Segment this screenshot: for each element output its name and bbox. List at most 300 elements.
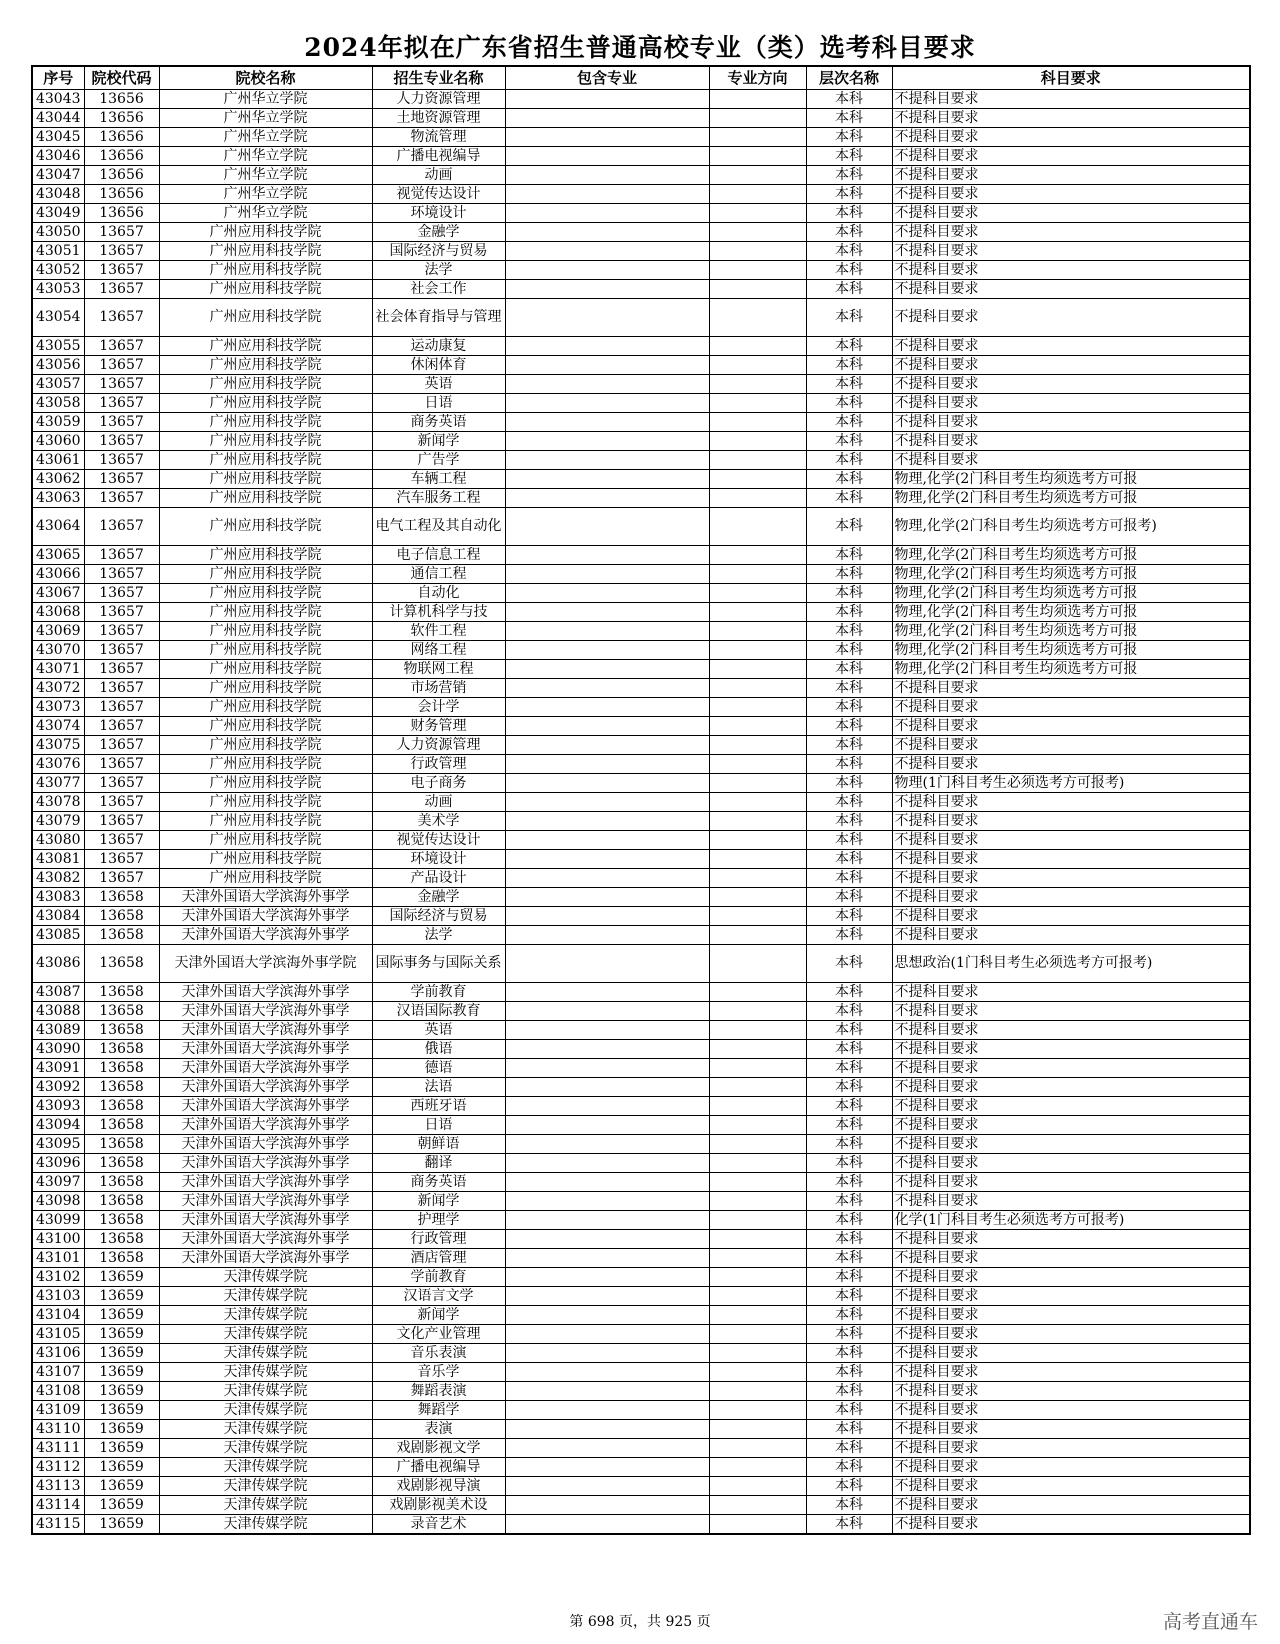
cell-major-direction — [709, 375, 806, 394]
cell-subject-req: 不提科目要求 — [892, 1306, 1250, 1325]
cell-major-name: 广告学 — [372, 451, 505, 470]
cell-major-name: 护理学 — [372, 1211, 505, 1230]
table-row — [32, 1439, 1250, 1458]
cell-seq: 43050 — [32, 223, 84, 242]
cell-seq: 43111 — [32, 1439, 84, 1458]
cell-major-name: 金融学 — [372, 223, 505, 242]
cell-seq: 43052 — [32, 261, 84, 280]
cell-included-majors — [505, 1496, 709, 1515]
cell-school-code: 13659 — [84, 1401, 159, 1420]
cell-level: 本科 — [806, 926, 892, 945]
cell-level: 本科 — [806, 660, 892, 679]
cell-seq: 43106 — [32, 1344, 84, 1363]
cell-school-name: 天津传媒学院 — [159, 1515, 372, 1535]
cell-major-direction — [709, 128, 806, 147]
cell-major-direction — [709, 850, 806, 869]
cell-school-code: 13658 — [84, 1021, 159, 1040]
cell-school-code: 13657 — [84, 337, 159, 356]
cell-level: 本科 — [806, 1116, 892, 1135]
cell-subject-req: 不提科目要求 — [892, 926, 1250, 945]
cell-level: 本科 — [806, 1458, 892, 1477]
cell-school-name: 广州应用科技学院 — [159, 812, 372, 831]
col-header-subject-req: 科目要求 — [892, 66, 1250, 90]
cell-subject-req: 不提科目要求 — [892, 1021, 1250, 1040]
cell-seq: 43070 — [32, 641, 84, 660]
cell-major-direction — [709, 147, 806, 166]
cell-seq: 43109 — [32, 1401, 84, 1420]
table-row — [32, 1496, 1250, 1515]
cell-major-name: 会计学 — [372, 698, 505, 717]
cell-major-direction — [709, 793, 806, 812]
cell-school-name: 广州应用科技学院 — [159, 698, 372, 717]
cell-major-name: 休闲体育 — [372, 356, 505, 375]
cell-level: 本科 — [806, 736, 892, 755]
cell-level: 本科 — [806, 1439, 892, 1458]
table-row — [32, 1420, 1250, 1439]
cell-major-direction — [709, 337, 806, 356]
cell-major-name: 行政管理 — [372, 1230, 505, 1249]
cell-seq: 43104 — [32, 1306, 84, 1325]
cell-level: 本科 — [806, 907, 892, 926]
cell-school-code: 13656 — [84, 166, 159, 185]
table-row — [32, 1249, 1250, 1268]
cell-major-name: 广播电视编导 — [372, 1458, 505, 1477]
cell-level: 本科 — [806, 1154, 892, 1173]
cell-school-code: 13656 — [84, 147, 159, 166]
cell-school-name: 广州华立学院 — [159, 128, 372, 147]
table-row — [32, 185, 1250, 204]
cell-school-name: 广州华立学院 — [159, 90, 372, 109]
table-row — [32, 603, 1250, 622]
table-row — [32, 1458, 1250, 1477]
cell-major-name: 电子商务 — [372, 774, 505, 793]
cell-school-name: 天津外国语大学滨海外事学 — [159, 926, 372, 945]
cell-major-name: 英语 — [372, 375, 505, 394]
cell-level: 本科 — [806, 1382, 892, 1401]
cell-seq: 43046 — [32, 147, 84, 166]
cell-major-name: 运动康复 — [372, 337, 505, 356]
cell-seq: 43114 — [32, 1496, 84, 1515]
cell-major-direction — [709, 1211, 806, 1230]
cell-level: 本科 — [806, 1135, 892, 1154]
cell-major-name: 舞蹈表演 — [372, 1382, 505, 1401]
cell-included-majors — [505, 489, 709, 508]
cell-included-majors — [505, 1344, 709, 1363]
cell-included-majors — [505, 641, 709, 660]
cell-included-majors — [505, 147, 709, 166]
cell-major-direction — [709, 109, 806, 128]
cell-major-direction — [709, 1116, 806, 1135]
cell-level: 本科 — [806, 1173, 892, 1192]
cell-level: 本科 — [806, 508, 892, 546]
cell-major-direction — [709, 1154, 806, 1173]
cell-seq: 43048 — [32, 185, 84, 204]
cell-school-code: 13658 — [84, 1249, 159, 1268]
cell-major-direction — [709, 1192, 806, 1211]
table-row — [32, 223, 1250, 242]
cell-subject-req: 物理,化学(2门科目考生均须选考方可报 — [892, 565, 1250, 584]
cell-major-name: 戏剧影视导演 — [372, 1477, 505, 1496]
table-row — [32, 850, 1250, 869]
cell-school-code: 13657 — [84, 470, 159, 489]
table-row — [32, 717, 1250, 736]
table-row — [32, 1021, 1250, 1040]
cell-major-name: 人力资源管理 — [372, 90, 505, 109]
cell-school-code: 13658 — [84, 1135, 159, 1154]
cell-school-name: 广州应用科技学院 — [159, 736, 372, 755]
cell-subject-req: 物理,化学(2门科目考生均须选考方可报考) — [892, 508, 1250, 546]
cell-subject-req: 不提科目要求 — [892, 1078, 1250, 1097]
cell-school-name: 广州应用科技学院 — [159, 356, 372, 375]
cell-school-name: 天津外国语大学滨海外事学 — [159, 1078, 372, 1097]
table-row — [32, 1135, 1250, 1154]
cell-major-name: 车辆工程 — [372, 470, 505, 489]
cell-major-direction — [709, 242, 806, 261]
cell-school-code: 13657 — [84, 679, 159, 698]
cell-subject-req: 不提科目要求 — [892, 1325, 1250, 1344]
cell-subject-req: 物理,化学(2门科目考生均须选考方可报 — [892, 641, 1250, 660]
cell-level: 本科 — [806, 812, 892, 831]
cell-level: 本科 — [806, 1230, 892, 1249]
cell-school-code: 13658 — [84, 1230, 159, 1249]
cell-level: 本科 — [806, 603, 892, 622]
cell-included-majors — [505, 1211, 709, 1230]
cell-school-name: 广州华立学院 — [159, 166, 372, 185]
cell-school-code: 13658 — [84, 1192, 159, 1211]
cell-school-name: 广州应用科技学院 — [159, 223, 372, 242]
cell-included-majors — [505, 280, 709, 299]
cell-included-majors — [505, 451, 709, 470]
cell-included-majors — [505, 1021, 709, 1040]
cell-school-name: 广州应用科技学院 — [159, 869, 372, 888]
cell-subject-req: 思想政治(1门科目考生必须选考方可报考) — [892, 945, 1250, 983]
cell-subject-req: 不提科目要求 — [892, 1154, 1250, 1173]
cell-school-code: 13659 — [84, 1477, 159, 1496]
cell-subject-req: 不提科目要求 — [892, 451, 1250, 470]
cell-school-name: 广州应用科技学院 — [159, 451, 372, 470]
cell-included-majors — [505, 1249, 709, 1268]
cell-subject-req: 不提科目要求 — [892, 850, 1250, 869]
cell-level: 本科 — [806, 1059, 892, 1078]
cell-school-name: 广州华立学院 — [159, 109, 372, 128]
cell-school-code: 13657 — [84, 451, 159, 470]
cell-school-name: 天津外国语大学滨海外事学 — [159, 1135, 372, 1154]
cell-major-direction — [709, 641, 806, 660]
cell-major-name: 音乐学 — [372, 1363, 505, 1382]
cell-subject-req: 不提科目要求 — [892, 1002, 1250, 1021]
cell-school-code: 13657 — [84, 261, 159, 280]
cell-school-code: 13657 — [84, 660, 159, 679]
cell-level: 本科 — [806, 1021, 892, 1040]
cell-level: 本科 — [806, 831, 892, 850]
cell-major-direction — [709, 1173, 806, 1192]
cell-major-name: 日语 — [372, 394, 505, 413]
cell-major-name: 物联网工程 — [372, 660, 505, 679]
cell-school-code: 13657 — [84, 698, 159, 717]
table-row — [32, 888, 1250, 907]
cell-major-direction — [709, 413, 806, 432]
table-row — [32, 432, 1250, 451]
cell-level: 本科 — [806, 166, 892, 185]
cell-major-direction — [709, 394, 806, 413]
cell-included-majors — [505, 1040, 709, 1059]
cell-subject-req: 物理,化学(2门科目考生均须选考方可报 — [892, 603, 1250, 622]
table-row — [32, 584, 1250, 603]
cell-school-code: 13657 — [84, 356, 159, 375]
cell-major-direction — [709, 90, 806, 109]
cell-major-name: 环境设计 — [372, 850, 505, 869]
cell-major-name: 新闻学 — [372, 1192, 505, 1211]
cell-major-name: 学前教育 — [372, 983, 505, 1002]
cell-included-majors — [505, 242, 709, 261]
cell-subject-req: 不提科目要求 — [892, 736, 1250, 755]
cell-school-name: 广州华立学院 — [159, 185, 372, 204]
cell-school-name: 广州应用科技学院 — [159, 850, 372, 869]
cell-school-name: 天津传媒学院 — [159, 1458, 372, 1477]
cell-major-name: 法学 — [372, 261, 505, 280]
table-row — [32, 1477, 1250, 1496]
cell-seq: 43107 — [32, 1363, 84, 1382]
cell-included-majors — [505, 755, 709, 774]
cell-included-majors — [505, 356, 709, 375]
cell-level: 本科 — [806, 1496, 892, 1515]
cell-major-direction — [709, 1059, 806, 1078]
cell-school-code: 13658 — [84, 1173, 159, 1192]
cell-major-name: 动画 — [372, 793, 505, 812]
cell-school-code: 13657 — [84, 394, 159, 413]
cell-subject-req: 不提科目要求 — [892, 223, 1250, 242]
cell-included-majors — [505, 831, 709, 850]
cell-level: 本科 — [806, 299, 892, 337]
cell-subject-req: 物理,化学(2门科目考生均须选考方可报 — [892, 489, 1250, 508]
cell-subject-req: 不提科目要求 — [892, 1059, 1250, 1078]
table-row — [32, 1173, 1250, 1192]
cell-school-name: 天津外国语大学滨海外事学 — [159, 1230, 372, 1249]
cell-school-name: 广州应用科技学院 — [159, 717, 372, 736]
cell-school-code: 13657 — [84, 565, 159, 584]
cell-school-name: 广州应用科技学院 — [159, 793, 372, 812]
cell-level: 本科 — [806, 622, 892, 641]
cell-major-direction — [709, 869, 806, 888]
cell-included-majors — [505, 1515, 709, 1535]
cell-school-name: 广州应用科技学院 — [159, 337, 372, 356]
cell-subject-req: 不提科目要求 — [892, 1458, 1250, 1477]
cell-included-majors — [505, 1477, 709, 1496]
cell-subject-req: 不提科目要求 — [892, 413, 1250, 432]
cell-major-direction — [709, 945, 806, 983]
cell-school-name: 天津外国语大学滨海外事学 — [159, 1097, 372, 1116]
cell-school-code: 13659 — [84, 1306, 159, 1325]
cell-major-direction — [709, 1097, 806, 1116]
cell-included-majors — [505, 850, 709, 869]
cell-school-code: 13656 — [84, 128, 159, 147]
cell-seq: 43049 — [32, 204, 84, 223]
cell-included-majors — [505, 1097, 709, 1116]
cell-subject-req: 不提科目要求 — [892, 1249, 1250, 1268]
table-row — [32, 793, 1250, 812]
cell-level: 本科 — [806, 1420, 892, 1439]
cell-major-name: 学前教育 — [372, 1268, 505, 1287]
cell-major-name: 表演 — [372, 1420, 505, 1439]
cell-subject-req: 不提科目要求 — [892, 242, 1250, 261]
cell-school-name: 天津传媒学院 — [159, 1496, 372, 1515]
cell-school-code: 13657 — [84, 280, 159, 299]
cell-major-name: 金融学 — [372, 888, 505, 907]
cell-school-name: 天津外国语大学滨海外事学 — [159, 1040, 372, 1059]
cell-level: 本科 — [806, 565, 892, 584]
cell-school-name: 天津传媒学院 — [159, 1439, 372, 1458]
cell-level: 本科 — [806, 1192, 892, 1211]
cell-major-direction — [709, 1439, 806, 1458]
cell-major-name: 日语 — [372, 1116, 505, 1135]
cell-major-direction — [709, 679, 806, 698]
cell-included-majors — [505, 983, 709, 1002]
cell-school-name: 广州应用科技学院 — [159, 831, 372, 850]
cell-level: 本科 — [806, 1515, 892, 1535]
cell-seq: 43083 — [32, 888, 84, 907]
cell-school-code: 13657 — [84, 812, 159, 831]
cell-subject-req: 不提科目要求 — [892, 1230, 1250, 1249]
cell-level: 本科 — [806, 1344, 892, 1363]
cell-seq: 43096 — [32, 1154, 84, 1173]
cell-included-majors — [505, 812, 709, 831]
table-row — [32, 204, 1250, 223]
cell-subject-req: 不提科目要求 — [892, 831, 1250, 850]
cell-seq: 43062 — [32, 470, 84, 489]
cell-major-direction — [709, 1515, 806, 1535]
cell-level: 本科 — [806, 584, 892, 603]
cell-level: 本科 — [806, 90, 892, 109]
cell-level: 本科 — [806, 204, 892, 223]
cell-subject-req: 不提科目要求 — [892, 432, 1250, 451]
cell-major-direction — [709, 451, 806, 470]
cell-seq: 43079 — [32, 812, 84, 831]
cell-level: 本科 — [806, 1211, 892, 1230]
table-row — [32, 337, 1250, 356]
cell-level: 本科 — [806, 223, 892, 242]
cell-seq: 43054 — [32, 299, 84, 337]
cell-subject-req: 不提科目要求 — [892, 337, 1250, 356]
cell-school-name: 广州应用科技学院 — [159, 299, 372, 337]
cell-major-direction — [709, 1287, 806, 1306]
cell-school-code: 13658 — [84, 1116, 159, 1135]
cell-subject-req: 不提科目要求 — [892, 1477, 1250, 1496]
cell-seq: 43088 — [32, 1002, 84, 1021]
cell-level: 本科 — [806, 451, 892, 470]
cell-major-direction — [709, 1496, 806, 1515]
cell-seq: 43087 — [32, 983, 84, 1002]
cell-level: 本科 — [806, 356, 892, 375]
col-header-level: 层次名称 — [806, 66, 892, 90]
cell-included-majors — [505, 1363, 709, 1382]
cell-school-code: 13657 — [84, 793, 159, 812]
table-row — [32, 1059, 1250, 1078]
table-row — [32, 869, 1250, 888]
cell-seq: 43110 — [32, 1420, 84, 1439]
cell-school-code: 13658 — [84, 907, 159, 926]
table-body — [32, 90, 1250, 1535]
cell-school-name: 广州应用科技学院 — [159, 755, 372, 774]
table-row — [32, 451, 1250, 470]
cell-level: 本科 — [806, 489, 892, 508]
cell-major-name: 人力资源管理 — [372, 736, 505, 755]
cell-included-majors — [505, 1382, 709, 1401]
cell-major-direction — [709, 831, 806, 850]
cell-subject-req: 不提科目要求 — [892, 1287, 1250, 1306]
table-row — [32, 1192, 1250, 1211]
cell-subject-req: 物理,化学(2门科目考生均须选考方可报 — [892, 546, 1250, 565]
cell-major-name: 西班牙语 — [372, 1097, 505, 1116]
cell-included-majors — [505, 736, 709, 755]
cell-school-code: 13656 — [84, 90, 159, 109]
table-row — [32, 413, 1250, 432]
cell-school-name: 天津传媒学院 — [159, 1306, 372, 1325]
cell-subject-req: 不提科目要求 — [892, 907, 1250, 926]
cell-major-name: 法学 — [372, 926, 505, 945]
cell-subject-req: 不提科目要求 — [892, 1401, 1250, 1420]
cell-subject-req: 不提科目要求 — [892, 1496, 1250, 1515]
cell-subject-req: 不提科目要求 — [892, 1515, 1250, 1535]
cell-subject-req: 不提科目要求 — [892, 204, 1250, 223]
table-row — [32, 1211, 1250, 1230]
cell-level: 本科 — [806, 869, 892, 888]
table-row — [32, 679, 1250, 698]
cell-major-direction — [709, 1021, 806, 1040]
cell-school-name: 广州应用科技学院 — [159, 432, 372, 451]
cell-major-direction — [709, 1306, 806, 1325]
cell-subject-req: 不提科目要求 — [892, 1192, 1250, 1211]
cell-level: 本科 — [806, 679, 892, 698]
cell-level: 本科 — [806, 1287, 892, 1306]
cell-seq: 43077 — [32, 774, 84, 793]
cell-major-direction — [709, 470, 806, 489]
cell-school-name: 天津外国语大学滨海外事学 — [159, 1211, 372, 1230]
cell-seq: 43089 — [32, 1021, 84, 1040]
cell-subject-req: 不提科目要求 — [892, 280, 1250, 299]
cell-seq: 43044 — [32, 109, 84, 128]
cell-seq: 43073 — [32, 698, 84, 717]
cell-seq: 43099 — [32, 1211, 84, 1230]
cell-school-code: 13656 — [84, 109, 159, 128]
cell-major-direction — [709, 622, 806, 641]
cell-major-direction — [709, 299, 806, 337]
cell-major-name: 市场营销 — [372, 679, 505, 698]
cell-seq: 43066 — [32, 565, 84, 584]
cell-major-direction — [709, 204, 806, 223]
cell-school-code: 13659 — [84, 1382, 159, 1401]
cell-included-majors — [505, 1002, 709, 1021]
cell-level: 本科 — [806, 850, 892, 869]
table-row — [32, 565, 1250, 584]
cell-school-name: 天津传媒学院 — [159, 1325, 372, 1344]
cell-subject-req: 不提科目要求 — [892, 1097, 1250, 1116]
cell-included-majors — [505, 869, 709, 888]
table-row — [32, 489, 1250, 508]
cell-major-direction — [709, 1040, 806, 1059]
cell-included-majors — [505, 1059, 709, 1078]
table-row — [32, 755, 1250, 774]
cell-major-name: 朝鲜语 — [372, 1135, 505, 1154]
cell-subject-req: 不提科目要求 — [892, 1268, 1250, 1287]
table-row — [32, 774, 1250, 793]
cell-school-name: 天津外国语大学滨海外事学院 — [159, 945, 372, 983]
cell-school-name: 广州应用科技学院 — [159, 394, 372, 413]
cell-school-code: 13657 — [84, 299, 159, 337]
cell-school-name: 天津外国语大学滨海外事学 — [159, 1021, 372, 1040]
cell-level: 本科 — [806, 641, 892, 660]
cell-included-majors — [505, 413, 709, 432]
cell-included-majors — [505, 128, 709, 147]
